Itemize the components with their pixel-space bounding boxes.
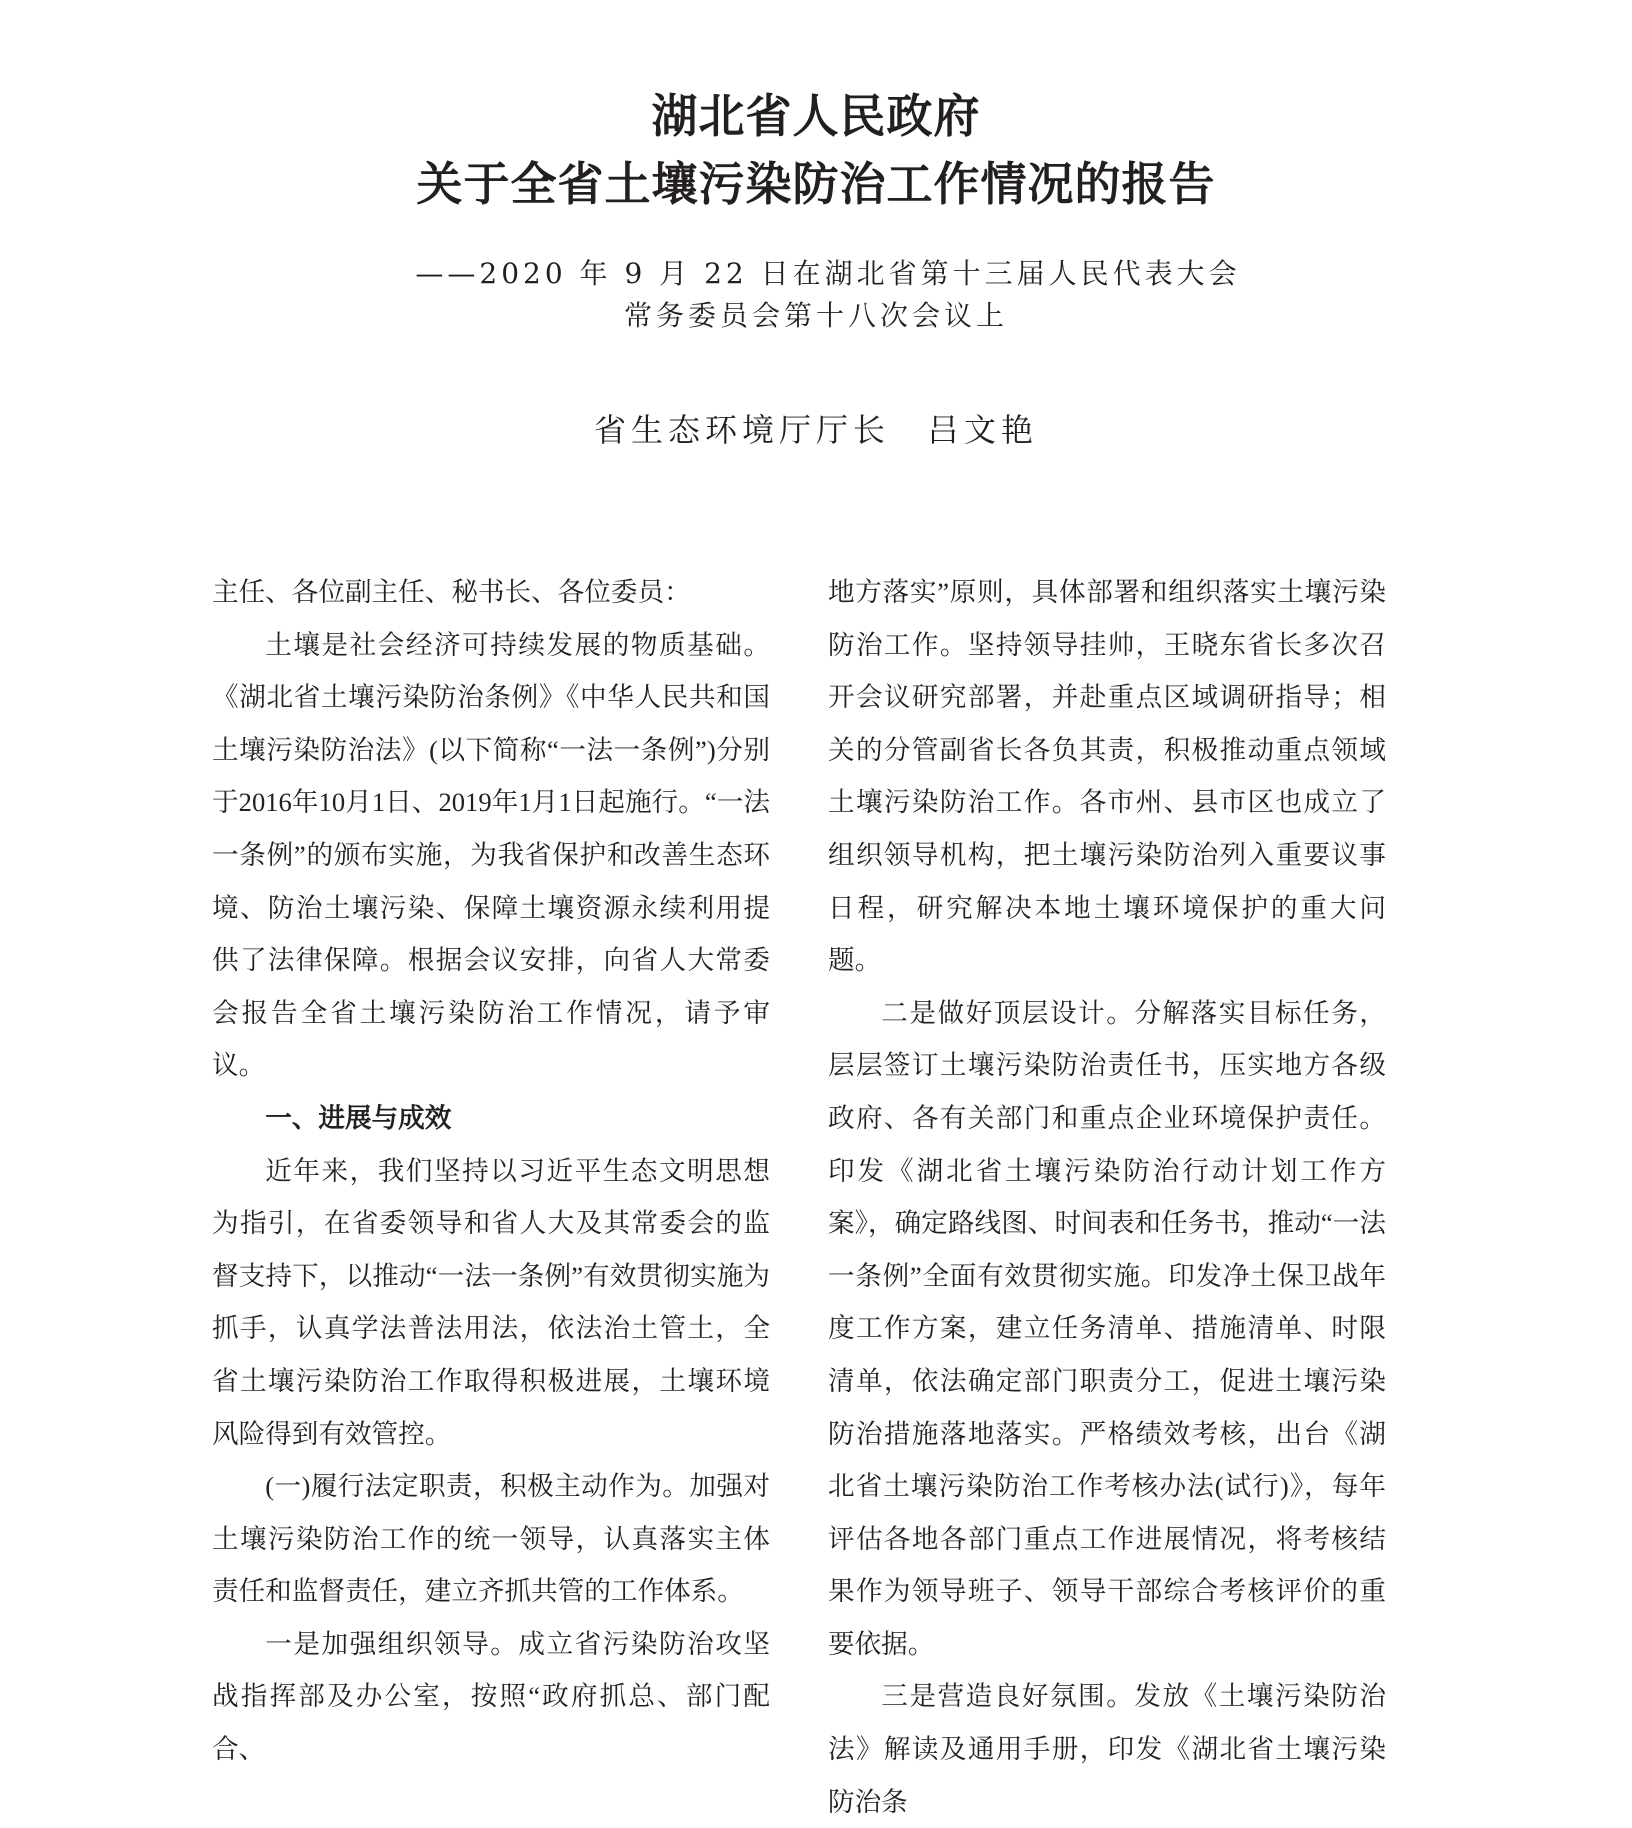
- body-paragraph: 二是做好顶层设计。分解落实目标任务，层层签订土壤污染防治责任书，压实地方各级政府、各有关部门和重点企业环境保护责任。印发《湖北省土壤污染防治行动计划工作方案》，确定路线图、时间表和任务书，推动“一法一条例”全面有效贯彻实施。印发净土保卫战年度工作方案，建立任务清单、措施清单、时限清单，依法确定部门职责分工，促进土壤污染防治措施落地落实。严格绩效考核，出台《湖北省土壤污染防治工作考核办法(试行)》，每年评估各地各部门重点工作进展情况，将考核结果作为领导班子、领导干部综合考核评价的重要依据。: [828, 997, 1386, 1659]
- continued-paragraph: 地方落实”原则，具体部署和组织落实土壤污染防治工作。坚持领导挂帅，王晓东省长多次召开会议研究部署，并赴重点区域调研指导；相关的分管副省长各负其责，积极推动重点领域土壤污染防治工作。各市州、县市区也成立了组织领导机构，把土壤污染防治列入重要议事日程，研究解决本地土壤环境保护的重大问题。: [828, 577, 1386, 976]
- report-title-line-1: 湖北省人民政府: [651, 89, 981, 143]
- salutation-paragraph: 主任、各位副主任、秘书长、各位委员：: [212, 577, 691, 607]
- report-author: 省生态环境厅厅长 吕文艳: [593, 411, 1038, 449]
- body-paragraph: 三是营造良好氛围。发放《土壤污染防治法》解读及通用手册，印发《湖北省土壤污染防治条: [828, 1681, 1386, 1817]
- right-text-column: [828, 566, 1386, 1828]
- body-paragraph: 近年来，我们坚持以习近平生态文明思想为指引，在省委领导和省人大及其常委会的监督支持下，以推动“一法一条例”有效贯彻实施为抓手，认真学法普法用法，依法治土管土，全省土壤污染防治工作取得积极进展，土壤环境风险得到有效管控。: [212, 1155, 770, 1449]
- body-paragraph: 一是加强组织领导。成立省污染防治攻坚战指挥部及办公室，按照“政府抓总、部门配合、: [212, 1628, 770, 1765]
- left-text-column: [212, 566, 770, 1776]
- section-heading: 一、进展与成效: [265, 1102, 452, 1133]
- report-title-line-2: 关于全省土壤污染防治工作情况的报告: [416, 157, 1216, 211]
- report-subtitle-line-1: ——2020 年 9 月 22 日在湖北省第十三届人民代表大会: [415, 257, 1241, 290]
- report-subtitle-line-2: 常务委员会第十八次会议上: [623, 299, 1008, 332]
- body-paragraph: (一)履行法定职责，积极主动作为。加强对土壤污染防治工作的统一领导，认真落实主体责任和监督责任，建立齐抓共管的工作体系。: [212, 1471, 770, 1607]
- body-paragraph: 土壤是社会经济可持续发展的物质基础。《湖北省土壤污染防治条例》《中华人民共和国土壤污染防治法》(以下简称“一法一条例”)分别于2016年10月1日、2019年1月1日起施行。“一法一条例”的颁布实施，为我省保护和改善生态环境、防治土壤污染、保障土壤资源永续利用提供了法律保障。根据会议安排，向省人大常委会报告全省土壤污染防治工作情况，请予审议。: [212, 629, 770, 1081]
